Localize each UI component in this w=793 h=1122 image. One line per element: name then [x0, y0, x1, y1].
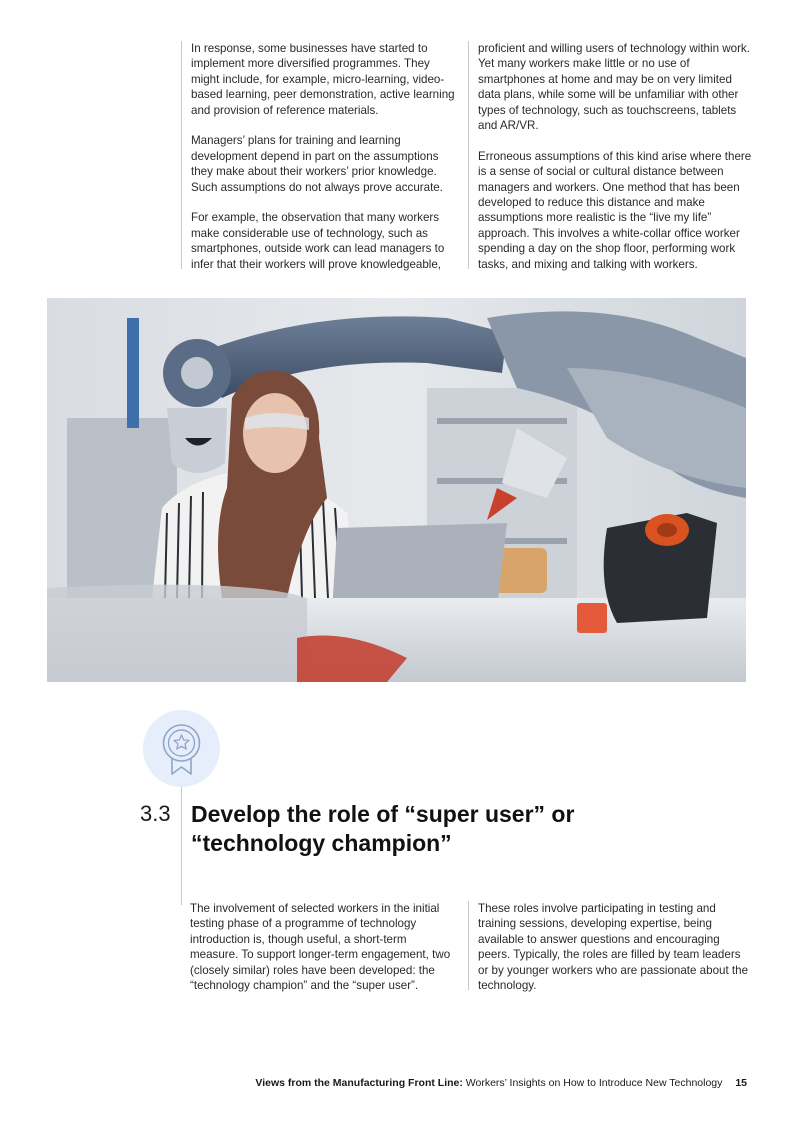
- paragraph: These roles involve participating in testing and training sessions, developing expertise, being available to answer questions and encouraging peers. Typically, the roles are filled by team leaders or by younger workers who are passionate about the technology.: [478, 902, 749, 993]
- paragraph: For example, the observation that many workers make considerable use of technology, such as smartphones, outside work can lead managers to infer that their workers will prove knowledgeable,: [191, 211, 445, 271]
- text-column-bottom-right: [468, 901, 753, 993]
- section-number: 3.3: [140, 801, 171, 826]
- footer-title-rest: Workers’ Insights on How to Introduce New Technology: [465, 1077, 723, 1089]
- paragraph: Erroneous assumptions of this kind arise where there is a sense of social or cultural distance between managers and workers. One method that has been developed to reduce this distance and make assumptions more realistic is the “live my life” approach. This involves a white-collar office worker spending a day on the shop floor, performing work tasks, and mixing and talking with workers.: [478, 149, 752, 271]
- footer-title-bold: Views from the Manufacturing Front Line:: [255, 1077, 463, 1089]
- section-title: Develop the role of “super user” or “technology champion”: [191, 801, 575, 856]
- paragraph: Managers’ plans for training and learning development depend in part on the assumptions they make about their workers’ prior knowledge. Such assumptions do not always prove accurate.: [191, 134, 443, 194]
- paragraph: In response, some businesses have started to implement more diversified programmes. They might include, for example, micro-learning, video-based learning, peer demonstration, active learning and provision of reference materials.: [191, 42, 455, 117]
- text-column-bottom-left: [181, 901, 457, 993]
- paragraph: The involvement of selected workers in the initial testing phase of a programme of technology introduction is, though useful, a short-term measure. To support longer-term engagement, two (closely similar) roles have been developed: the “technology champion” and the “super user”.: [190, 902, 451, 993]
- text-column-top-left: [181, 41, 457, 269]
- hero-photo-robotics-engineer: [47, 298, 746, 682]
- vertical-rule: [181, 787, 182, 905]
- page-number: 15: [735, 1077, 747, 1089]
- text-column-top-right: [468, 41, 753, 269]
- paragraph: proficient and willing users of technology within work. Yet many workers make little or no use of smartphones at home and may be on very limited data plans, while some will be unfamiliar with other types of technology, such as touchscreens, tablets and AR/VR.: [478, 42, 750, 133]
- page-footer: [255, 1077, 747, 1089]
- award-ribbon-star-icon: [143, 710, 220, 787]
